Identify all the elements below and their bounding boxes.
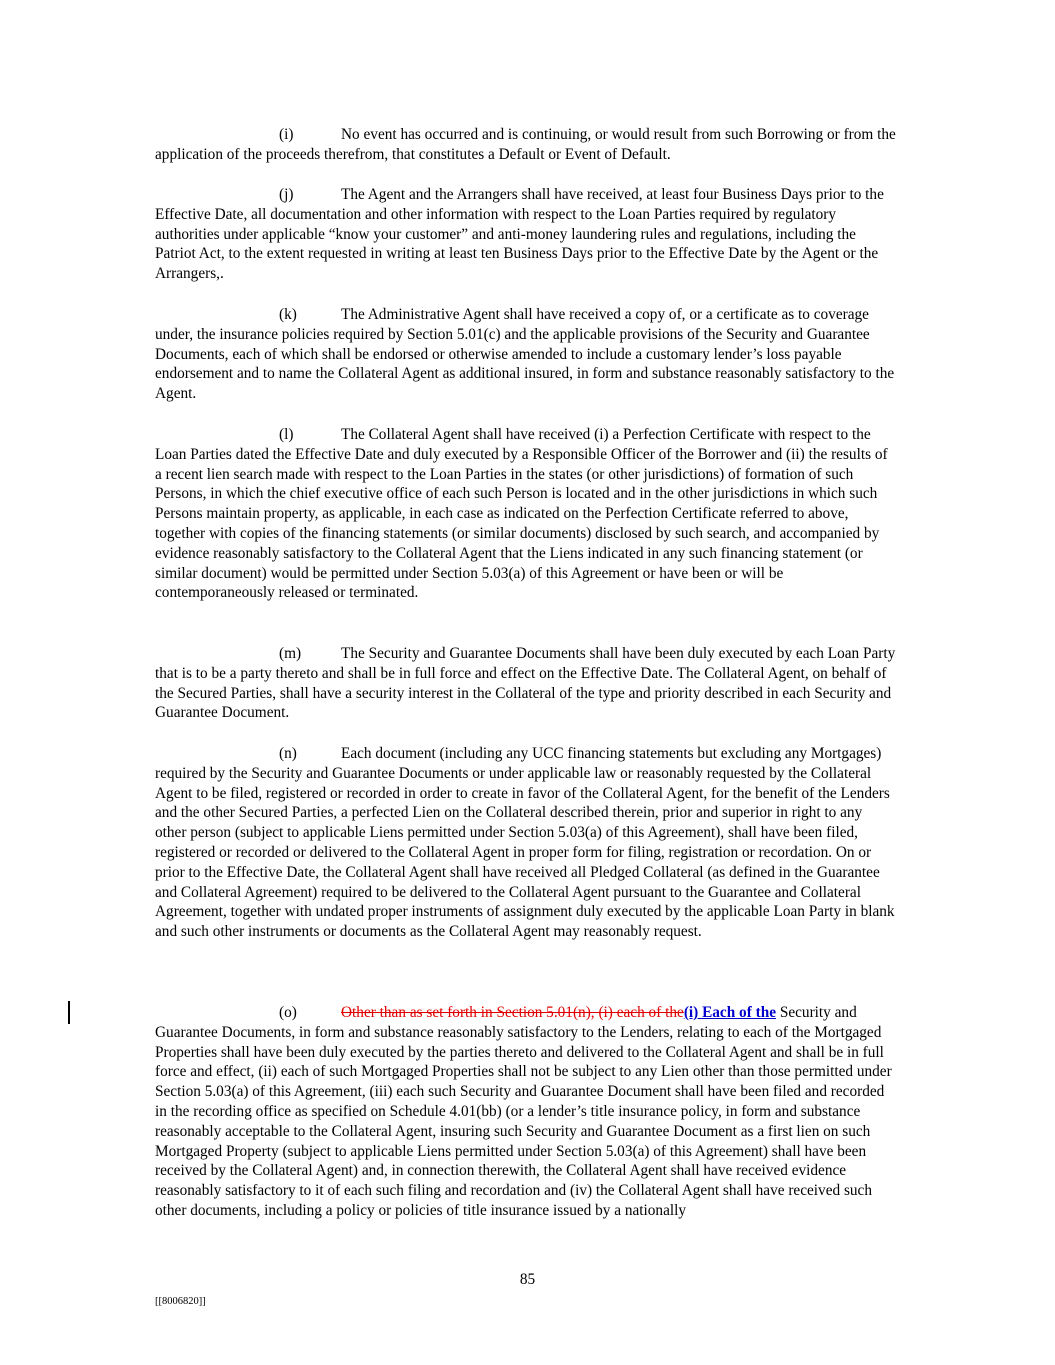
paragraph-j [155,185,897,284]
paragraph-text: No event has occurred and is continuing, or would result from such Borrowing or from the application of the proceeds therefrom, that constitutes a Default or Event of Default. [155,126,896,163]
paragraph-m [155,644,897,723]
paragraph-text: Each document (including any UCC financing statements but excluding any Mortgages) required by the Security and Guarantee Documents or under applicable law or reasonably requested by the Collateral Agent to be filed, registered or recorded in order to create in favor of the Collateral Agent, for the benefit of the Lenders and the other Secured Parties, a perfected Lien on the Collateral described therein, prior and superior in right to any other person (subject to applicable Liens permitted under Section 5.03(a) of this Agreement), shall have been filed, registered or recorded or delivered to the Collateral Agent in proper form for filing, registration or recordation. On or prior to the Effective Date, the Collateral Agent shall have received all Pledged Collateral (as defined in the Guarantee and Collateral Agreement) required to be delivered to the Collateral Agent pursuant to the Guarantee and Collateral Agreement, together with undated proper instruments of assignment duly executed by the applicable Loan Party in blank and such other instruments or documents as the Collateral Agent may reasonably request. [155,745,895,941]
paragraph-text: The Agent and the Arrangers shall have received, at least four Business Days prior to the Effective Date, all documentation and other information with respect to the Loan Parties required by regulatory authorities under applicable “know your customer” and anti-money laundering rules and regulations, including the Patriot Act, to the extent requested in writing at least ten Business Days prior to the Effective Date by the Agent or the Arrangers,. [155,186,884,283]
paragraph-label: (o) [279,1004,297,1021]
paragraph-label: (k) [279,306,297,323]
paragraph-i [155,125,897,165]
paragraph-text: The Security and Guarantee Documents shall have been duly executed by each Loan Party that is to be a party thereto and shall be in full force and effect on the Effective Date. The Collateral Agent, on behalf of the Secured Parties, shall have a security interest in the Collateral of the type and priority described in each Security and Guarantee Document. [155,645,896,722]
paragraph-o [155,1003,897,1221]
page-number: 85 [519,1271,536,1288]
paragraph-text: The Administrative Agent shall have received a copy of, or a certificate as to coverage under, the insurance policies required by Section 5.01(c) and the applicable provisions of the Security and Guarantee Documents, each of which shall be endorsed or otherwise amended to include a customary lender’s loss payable endorsement and to name the Collateral Agent as additional insured, in form and substance reasonably satisfactory to the Agent. [155,306,895,403]
paragraph-text: Security and Guarantee Documents, in form and substance reasonably satisfactory to the Lenders, relating to each of the Mortgaged Properties shall have been duly executed by the parties thereto and delivered to the Collateral Agent and shall be in full force and effect, (ii) each of such Mortgaged Properties shall not be subject to any Lien other than those permitted under Section 5.03(a) of this Agreement, (iii) each such Security and Guarantee Document shall have been filed and recorded in the recording office as specified on Schedule 4.01(bb) (or a lender’s title insurance policy, in form and substance reasonably acceptable to the Collateral Agent, insuring such Security and Guarantee Document as a first lien on such Mortgaged Property (subject to applicable Liens permitted under Section 5.03(a) of this Agreement) shall have been received by the Collateral Agent) and, in connection therewith, the Collateral Agent shall have received evidence reasonably satisfactory to it of each such filing and recordation and (iv) the Collateral Agent shall have received such other documents, including a policy or policies of title insurance issued by a nationally [155,1004,892,1219]
paragraph-k [155,305,897,404]
document-id: [[8006820]] [155,1296,206,1307]
paragraph-label: (j) [279,186,294,203]
paragraph-label: (i) [279,126,294,143]
revision-change-bar [68,1001,70,1024]
paragraph-label: (m) [279,645,302,662]
paragraph-text: The Collateral Agent shall have received (i) a Perfection Certificate with respect to the Loan Parties dated the Effective Date and duly executed by a Responsible Officer of the Borrower and (ii) the results of a recent lien search made with respect to the Loan Parties in the states (or other jurisdictions) of formation of such Persons, in which the chief executive office of each such Person is located and in the other jurisdictions in which such Persons maintain property, as applicable, in each case as indicated on the Perfection Certificate referred to above, together with copies of the financing statements (or similar documents) disclosed by such search, and accompanied by evidence reasonably satisfactory to the Collateral Agent that the Liens indicated in any such financing statement (or similar document) would be permitted under Section 5.03(a) of this Agreement or have been or will be contemporaneously released or terminated. [155,426,888,602]
paragraph-label: (l) [279,426,294,443]
paragraph-label: (n) [279,745,297,762]
inserted-text: (i) Each of the [683,1004,777,1021]
paragraph-l [155,425,897,603]
deleted-text: Other than as set forth in Section 5.01(n), (i) each of the [341,1004,684,1021]
paragraph-n [155,744,897,942]
